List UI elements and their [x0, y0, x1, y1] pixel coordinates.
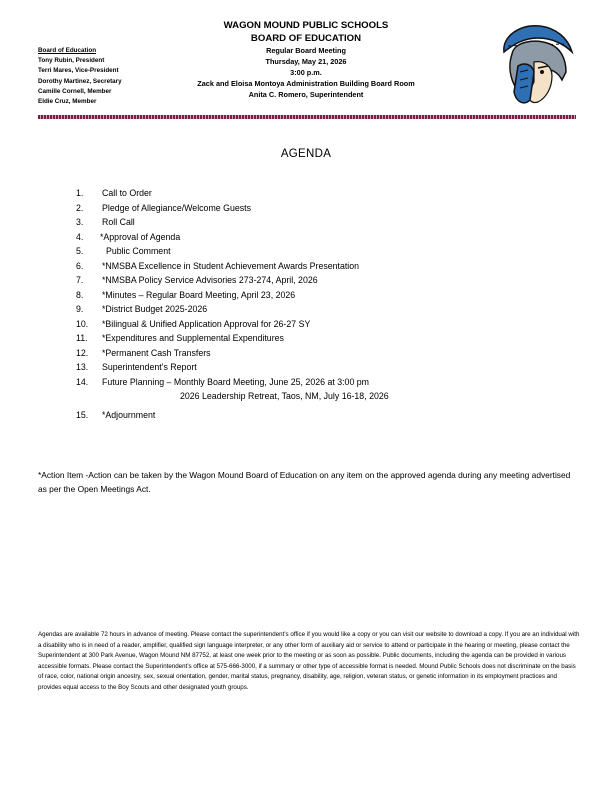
agenda-title: AGENDA	[280, 148, 332, 160]
item-text: Superintendent’s Report	[102, 362, 197, 372]
board-heading: Board of Education	[38, 47, 97, 54]
item-text: *NMSBA Policy Service Advisories 273-274, April, 2026	[102, 275, 318, 285]
superintendent: Anita C. Romero, Superintendent	[248, 90, 364, 99]
item-text: *Bilingual & Unified Application Approval for 26-27 SY	[102, 318, 311, 329]
item-number: 13.	[76, 362, 89, 372]
header-divider	[38, 115, 576, 119]
board-member: Tony Rubin, President	[38, 57, 105, 65]
item-number: 15.	[76, 409, 89, 420]
item-number: 9.	[76, 304, 84, 314]
item-number: 2.	[76, 202, 84, 213]
item-text: Roll Call	[102, 217, 135, 227]
item-number: 6.	[76, 260, 84, 271]
item-text: 2026 Leadership Retreat, Taos, NM, July 16-18, 2026	[180, 391, 389, 401]
trojan-mascot-logo	[494, 22, 576, 112]
board-member: Camille Cornell, Member	[38, 87, 112, 95]
board-member: Terri Mares, Vice-President	[38, 67, 119, 75]
item-number: 5.	[76, 246, 84, 256]
item-text: Future Planning – Monthly Board Meeting, June 25, 2026 at 3:00 pm	[102, 376, 370, 387]
item-number: 8.	[76, 289, 84, 300]
item-text: *Minutes – Regular Board Meeting, April 23, 2026	[102, 289, 296, 300]
item-text: Pledge of Allegiance/Welcome Guests	[102, 202, 251, 213]
meeting-location: Zack and Eloisa Montoya Administration Building Board Room	[197, 79, 415, 88]
item-text: *District Budget 2025-2026	[102, 304, 208, 314]
item-number: 1.	[76, 188, 84, 198]
item-text: Call to Order	[102, 188, 152, 198]
meeting-type: Regular Board Meeting	[266, 46, 346, 55]
meeting-date: Thursday, May 21, 2026	[265, 57, 347, 66]
meeting-time: 3:00 p.m.	[290, 68, 322, 77]
item-number: 3.	[76, 217, 84, 227]
item-text: *Expenditures and Supplemental Expenditures	[102, 333, 284, 343]
item-text: Public Comment	[106, 246, 171, 256]
accessibility-notice: Agendas are available 72 hours in advance of meeting. Please contact the superintendent’s office if you would like a copy or you can visit our website to download a copy. If you are an individual with a disability who is in need of a reader, amplifier, qualified sign language interpreter, or any other form of auxiliary aid or service to attend or participate in the hearing or meeting, please contact the Superintendent at 300 Park Avenue, Wagon Mound NM 87752, at least one week prior to the meeting or as soon as possible. Public documents, including the agenda can be provided in various accessible formats. Please contact the Superintendent’s office at 575-666-3000, if a summary or other type of accessible format is needed. Mound Public Schools does not discriminate on the basis of race, color, national origin ancestry, sex, sexual orientation, gender, marital status, pregnancy, disability, age, religion, veteran status, or genetic information in its employment practices and provides equal access to the Boy Scouts and other designated youth groups.	[38, 631, 580, 691]
board-name: BOARD OF EDUCATION	[250, 32, 362, 44]
board-member: Eldie Cruz, Member	[38, 98, 97, 106]
item-number: 11.	[76, 333, 88, 343]
item-text: *Approval of Agenda	[100, 231, 181, 242]
item-number: 7.	[76, 275, 84, 285]
item-text: *Permanent Cash Transfers	[102, 347, 211, 358]
item-text: *NMSBA Excellence in Student Achievement Awards Presentation	[102, 260, 360, 271]
document-header	[150, 20, 462, 100]
item-number: 14.	[76, 376, 89, 387]
district-name: WAGON MOUND PUBLIC SCHOOLS	[223, 20, 389, 31]
board-member: Dorothy Martinez, Secretary	[38, 77, 122, 85]
action-item-note: *Action Item -Action can be taken by the Wagon Mound Board of Education on any item on the approved agenda during any meeting advertised as per the Open Meetings Act.	[38, 470, 571, 494]
item-number: 12.	[76, 347, 89, 358]
board-members	[38, 46, 122, 107]
item-text: *Adjournment	[102, 409, 156, 420]
item-number: 4.	[76, 231, 84, 242]
item-number: 10.	[76, 318, 89, 329]
